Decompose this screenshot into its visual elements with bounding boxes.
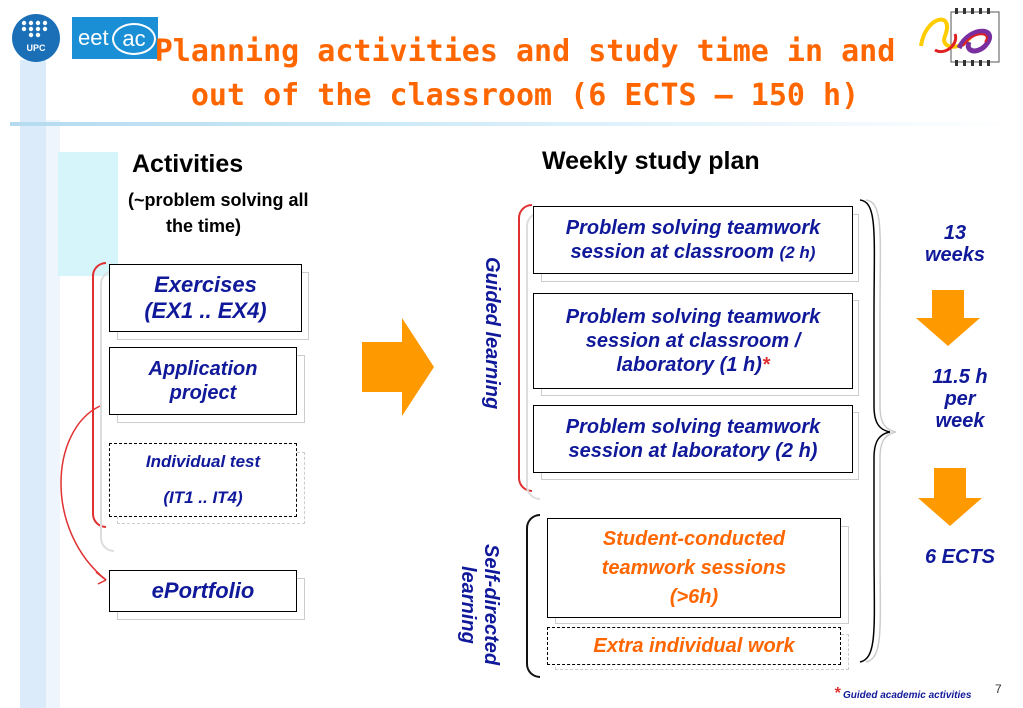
self-box-1: [547, 518, 841, 618]
self-box-2: [547, 627, 841, 665]
application-project-box: [109, 347, 297, 415]
hours-per: per: [944, 388, 976, 410]
page-title-line1: Planning activities and study time in and: [154, 34, 896, 69]
page-title-line2: out of the classroom (6 ECTS – 150 h): [190, 78, 860, 113]
activities-title: Activities: [132, 150, 244, 178]
guided-box-3: [533, 405, 853, 473]
eetac-logo-text-2: ac: [112, 23, 156, 55]
eportfolio-box: [109, 570, 297, 612]
plan-right-brace-icon: [856, 196, 896, 666]
exercises-range: (EX1 .. EX4): [144, 298, 267, 323]
guided-box-1-line2: [571, 240, 816, 265]
ee-logo-icon: [915, 6, 1007, 68]
self-brace: [526, 514, 540, 678]
activities-subtitle: [128, 187, 378, 239]
weeks-number: 13: [943, 222, 967, 244]
individual-test-box: [109, 443, 297, 517]
self-directed-label: [456, 530, 502, 680]
eetac-logo: [72, 17, 158, 59]
guided-learning-label: Guided learning: [481, 256, 503, 410]
guided-box-1-session: session at classroom: [570, 240, 774, 263]
self-box-1-line1: Student-conducted: [602, 527, 786, 550]
individual-test-range: (IT1 .. IT4): [163, 488, 243, 507]
guided-box-3-line2: session at laboratory (2 h): [568, 440, 818, 462]
footnote: [834, 685, 971, 703]
activities-subtitle-line2: the time): [166, 216, 242, 236]
upc-logo-text: UPC: [26, 43, 46, 53]
exercises-label: Exercises: [154, 272, 257, 297]
hours-note: [900, 366, 1020, 432]
footnote-text: Guided academic activities: [843, 690, 972, 701]
self-directed-line1: Self-directed: [480, 544, 502, 666]
guided-box-1-hours: (2 h): [779, 242, 816, 262]
guided-box-2-line3: [616, 353, 769, 377]
guided-box-3-line1: Problem solving teamwork: [565, 416, 821, 438]
page-number: 7: [995, 682, 1002, 696]
self-directed-line2: learning: [457, 566, 479, 644]
guided-box-1: [533, 206, 853, 274]
background-band-cyan: [58, 152, 118, 276]
weekly-plan-title: Weekly study plan: [542, 147, 760, 175]
guided-box-2-line1: Problem solving teamwork: [565, 306, 821, 328]
guided-box-2: [533, 293, 853, 389]
page-title: [150, 30, 900, 118]
right-arrow-icon: [362, 318, 434, 416]
exercises-box: [109, 264, 302, 332]
activities-subtitle-line1: (~problem solving all: [128, 190, 309, 210]
self-box-1-line2: teamwork sessions: [601, 556, 787, 579]
header-divider: [10, 122, 1013, 126]
project-label: project: [169, 382, 237, 404]
eetac-logo-text-1: eet: [78, 25, 109, 50]
individual-test-label: Individual test: [145, 452, 261, 471]
guided-box-2-line2: session at classroom /: [585, 330, 801, 352]
background-band-left: [20, 60, 46, 708]
guided-box-2-laboratory: laboratory (1 h): [616, 354, 762, 376]
guided-box-1-line1: Problem solving teamwork: [565, 216, 821, 239]
self-box-1-line3: (>6h): [669, 585, 719, 608]
hours-value: 11.5 h: [932, 366, 988, 388]
weeks-note: [900, 222, 1010, 266]
guided-box-2-star: *: [761, 354, 770, 376]
ects-note: 6 ECTS: [924, 546, 996, 568]
hours-week: week: [935, 410, 985, 432]
footnote-star: *: [834, 685, 841, 702]
eportfolio-arrow-icon: [40, 400, 120, 600]
upc-logo: [12, 14, 60, 62]
application-label: Application: [148, 358, 258, 380]
weeks-label: weeks: [924, 244, 986, 266]
down-arrow-icon-2: [918, 468, 982, 526]
eportfolio-label: ePortfolio: [151, 578, 255, 603]
down-arrow-icon-1: [916, 290, 980, 346]
upc-dots-icon: [20, 20, 52, 38]
self-box-2-line1: Extra individual work: [593, 635, 795, 657]
